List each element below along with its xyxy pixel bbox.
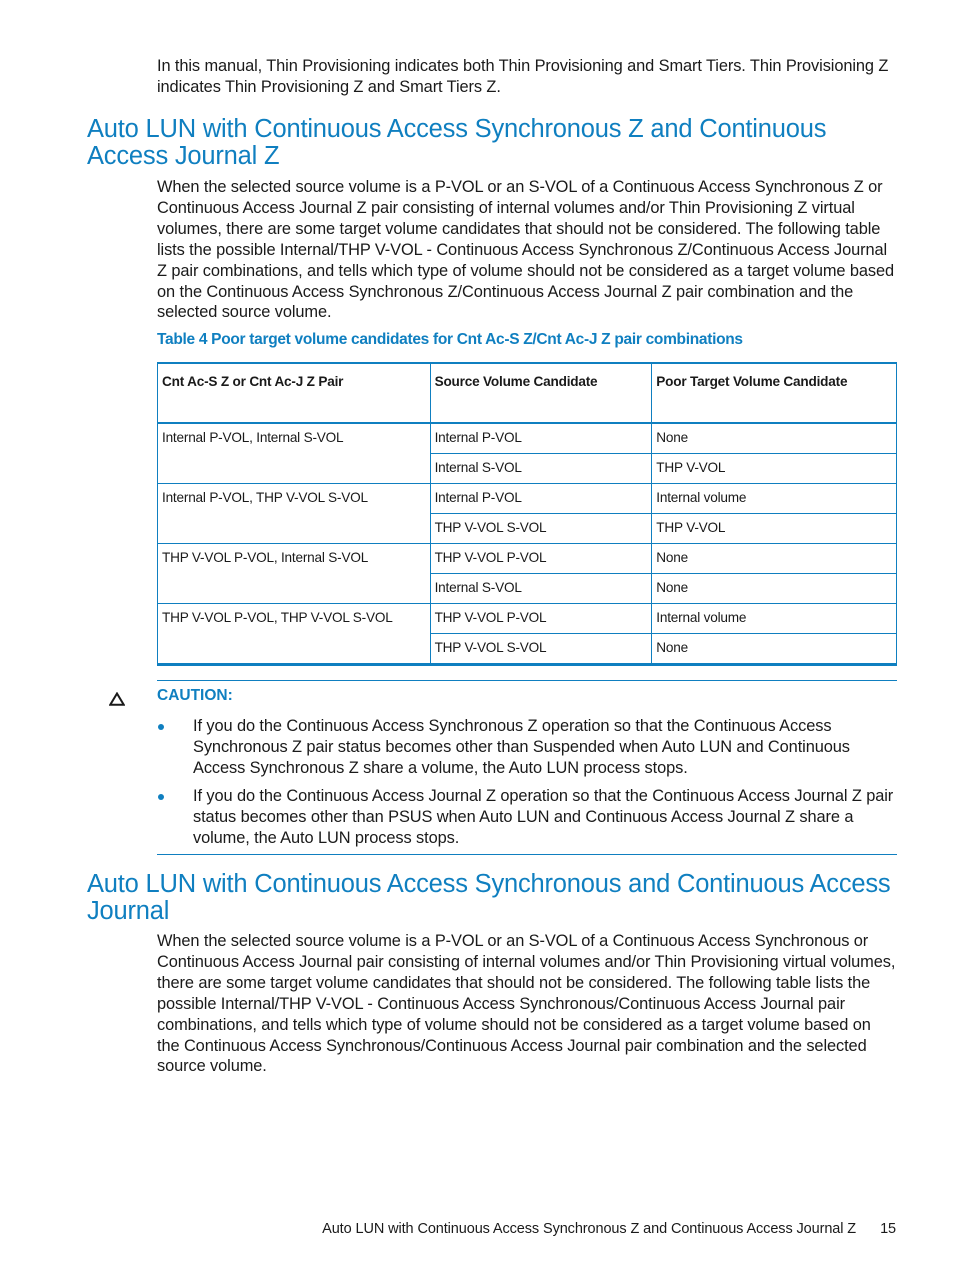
source-cell: THP V-VOL S-VOL (430, 634, 652, 665)
pair-cell: THP V-VOL P-VOL, Internal S-VOL (158, 544, 431, 604)
page-number: 15 (880, 1221, 896, 1237)
pair-cell: Internal P-VOL, THP V-VOL S-VOL (158, 484, 431, 544)
header-poor-target: Poor Target Volume Candidate (652, 363, 897, 423)
pair-combination-table (157, 362, 897, 666)
table-caption: Table 4 Poor target volume candidates for Cnt Ac-S Z/Cnt Ac-J Z pair combinations (157, 331, 743, 348)
intro-paragraph: In this manual, Thin Provisioning indicates both Thin Provisioning and Smart Tiers. Thin Provisioning Z indicates Thin Provisioning Z and Smart Tiers Z. (157, 57, 889, 96)
target-cell: THP V-VOL (652, 454, 897, 484)
target-cell: Internal volume (652, 604, 897, 634)
caution-list (157, 716, 897, 855)
table-header-row (158, 363, 897, 423)
section-heading-cas-z: Auto LUN with Continuous Access Synchronous Z and Continuous Access Journal Z (87, 115, 827, 170)
source-cell: Internal S-VOL (430, 454, 652, 484)
pair-cell: Internal P-VOL, Internal S-VOL (158, 423, 431, 484)
target-cell: Internal volume (652, 484, 897, 514)
section-body-cas-z: When the selected source volume is a P-VOL or an S-VOL of a Continuous Access Synchronous Z or Continuous Access Journal Z pair consisting of internal volumes and/or Thin Provisioning Z virtual volumes, there are some target volume candidates that should not be considered. The following table lists the possible Internal/THP V-VOL - Continuous Access Synchronous Z/Continuous Access Journal Z pair combinations, and tells which type of volume should not be considered as a target volume based on the Continuous Access Synchronous Z/Continuous Access Journal Z pair combination and the selected source volume. (157, 178, 895, 322)
caution-label: CAUTION: (157, 687, 233, 704)
page-footer (322, 1221, 896, 1237)
pair-cell: THP V-VOL P-VOL, THP V-VOL S-VOL (158, 604, 431, 665)
source-cell: Internal P-VOL (430, 484, 652, 514)
caution-item-text: If you do the Continuous Access Synchronous Z operation so that the Continuous Access Synchronous Z pair status becomes other than Suspended when Auto LUN and Continuous Access Synchronous Z share a volume, the Auto LUN process stops. (193, 717, 850, 777)
table-row (158, 484, 897, 514)
source-cell: THP V-VOL P-VOL (430, 544, 652, 574)
table-row (158, 423, 897, 454)
warning-triangle-icon (109, 692, 125, 706)
bullet-icon (158, 724, 164, 730)
target-cell: None (652, 574, 897, 604)
source-cell: THP V-VOL S-VOL (430, 514, 652, 544)
caution-item-text: If you do the Continuous Access Journal Z operation so that the Continuous Access Journal Z pair status becomes other than PSUS when Auto LUN and Continuous Access Journal Z share a volume, the Auto LUN process stops. (193, 786, 894, 847)
table-row (158, 604, 897, 634)
list-item (157, 786, 897, 849)
target-cell: None (652, 423, 897, 454)
target-cell: None (652, 544, 897, 574)
target-cell: THP V-VOL (652, 514, 897, 544)
table-row (158, 544, 897, 574)
header-source: Source Volume Candidate (430, 363, 652, 423)
section-heading-cas: Auto LUN with Continuous Access Synchronous and Continuous Access Journal (87, 870, 891, 925)
source-cell: Internal S-VOL (430, 574, 652, 604)
list-item (157, 716, 897, 779)
section-body-cas: When the selected source volume is a P-VOL or an S-VOL of a Continuous Access Synchronous or Continuous Access Journal pair consisting of internal volumes and/or Thin Provisioning virtual volumes, there are some target volume candidates that should not be considered. The following table lists the possible Internal/THP V-VOL - Continuous Access Synchronous/Continuous Access Journal pair combinations, and tells which type of volume should not be considered as a target volume based on the Continuous Access Synchronous/Continuous Access Journal pair combination and the selected source volume. (157, 932, 896, 1076)
header-pair: Cnt Ac-S Z or Cnt Ac-J Z Pair (158, 363, 431, 423)
bullet-icon (158, 794, 164, 800)
source-cell: Internal P-VOL (430, 423, 652, 454)
source-cell: THP V-VOL P-VOL (430, 604, 652, 634)
running-title: Auto LUN with Continuous Access Synchronous Z and Continuous Access Journal Z (322, 1221, 857, 1237)
target-cell: None (652, 634, 897, 665)
